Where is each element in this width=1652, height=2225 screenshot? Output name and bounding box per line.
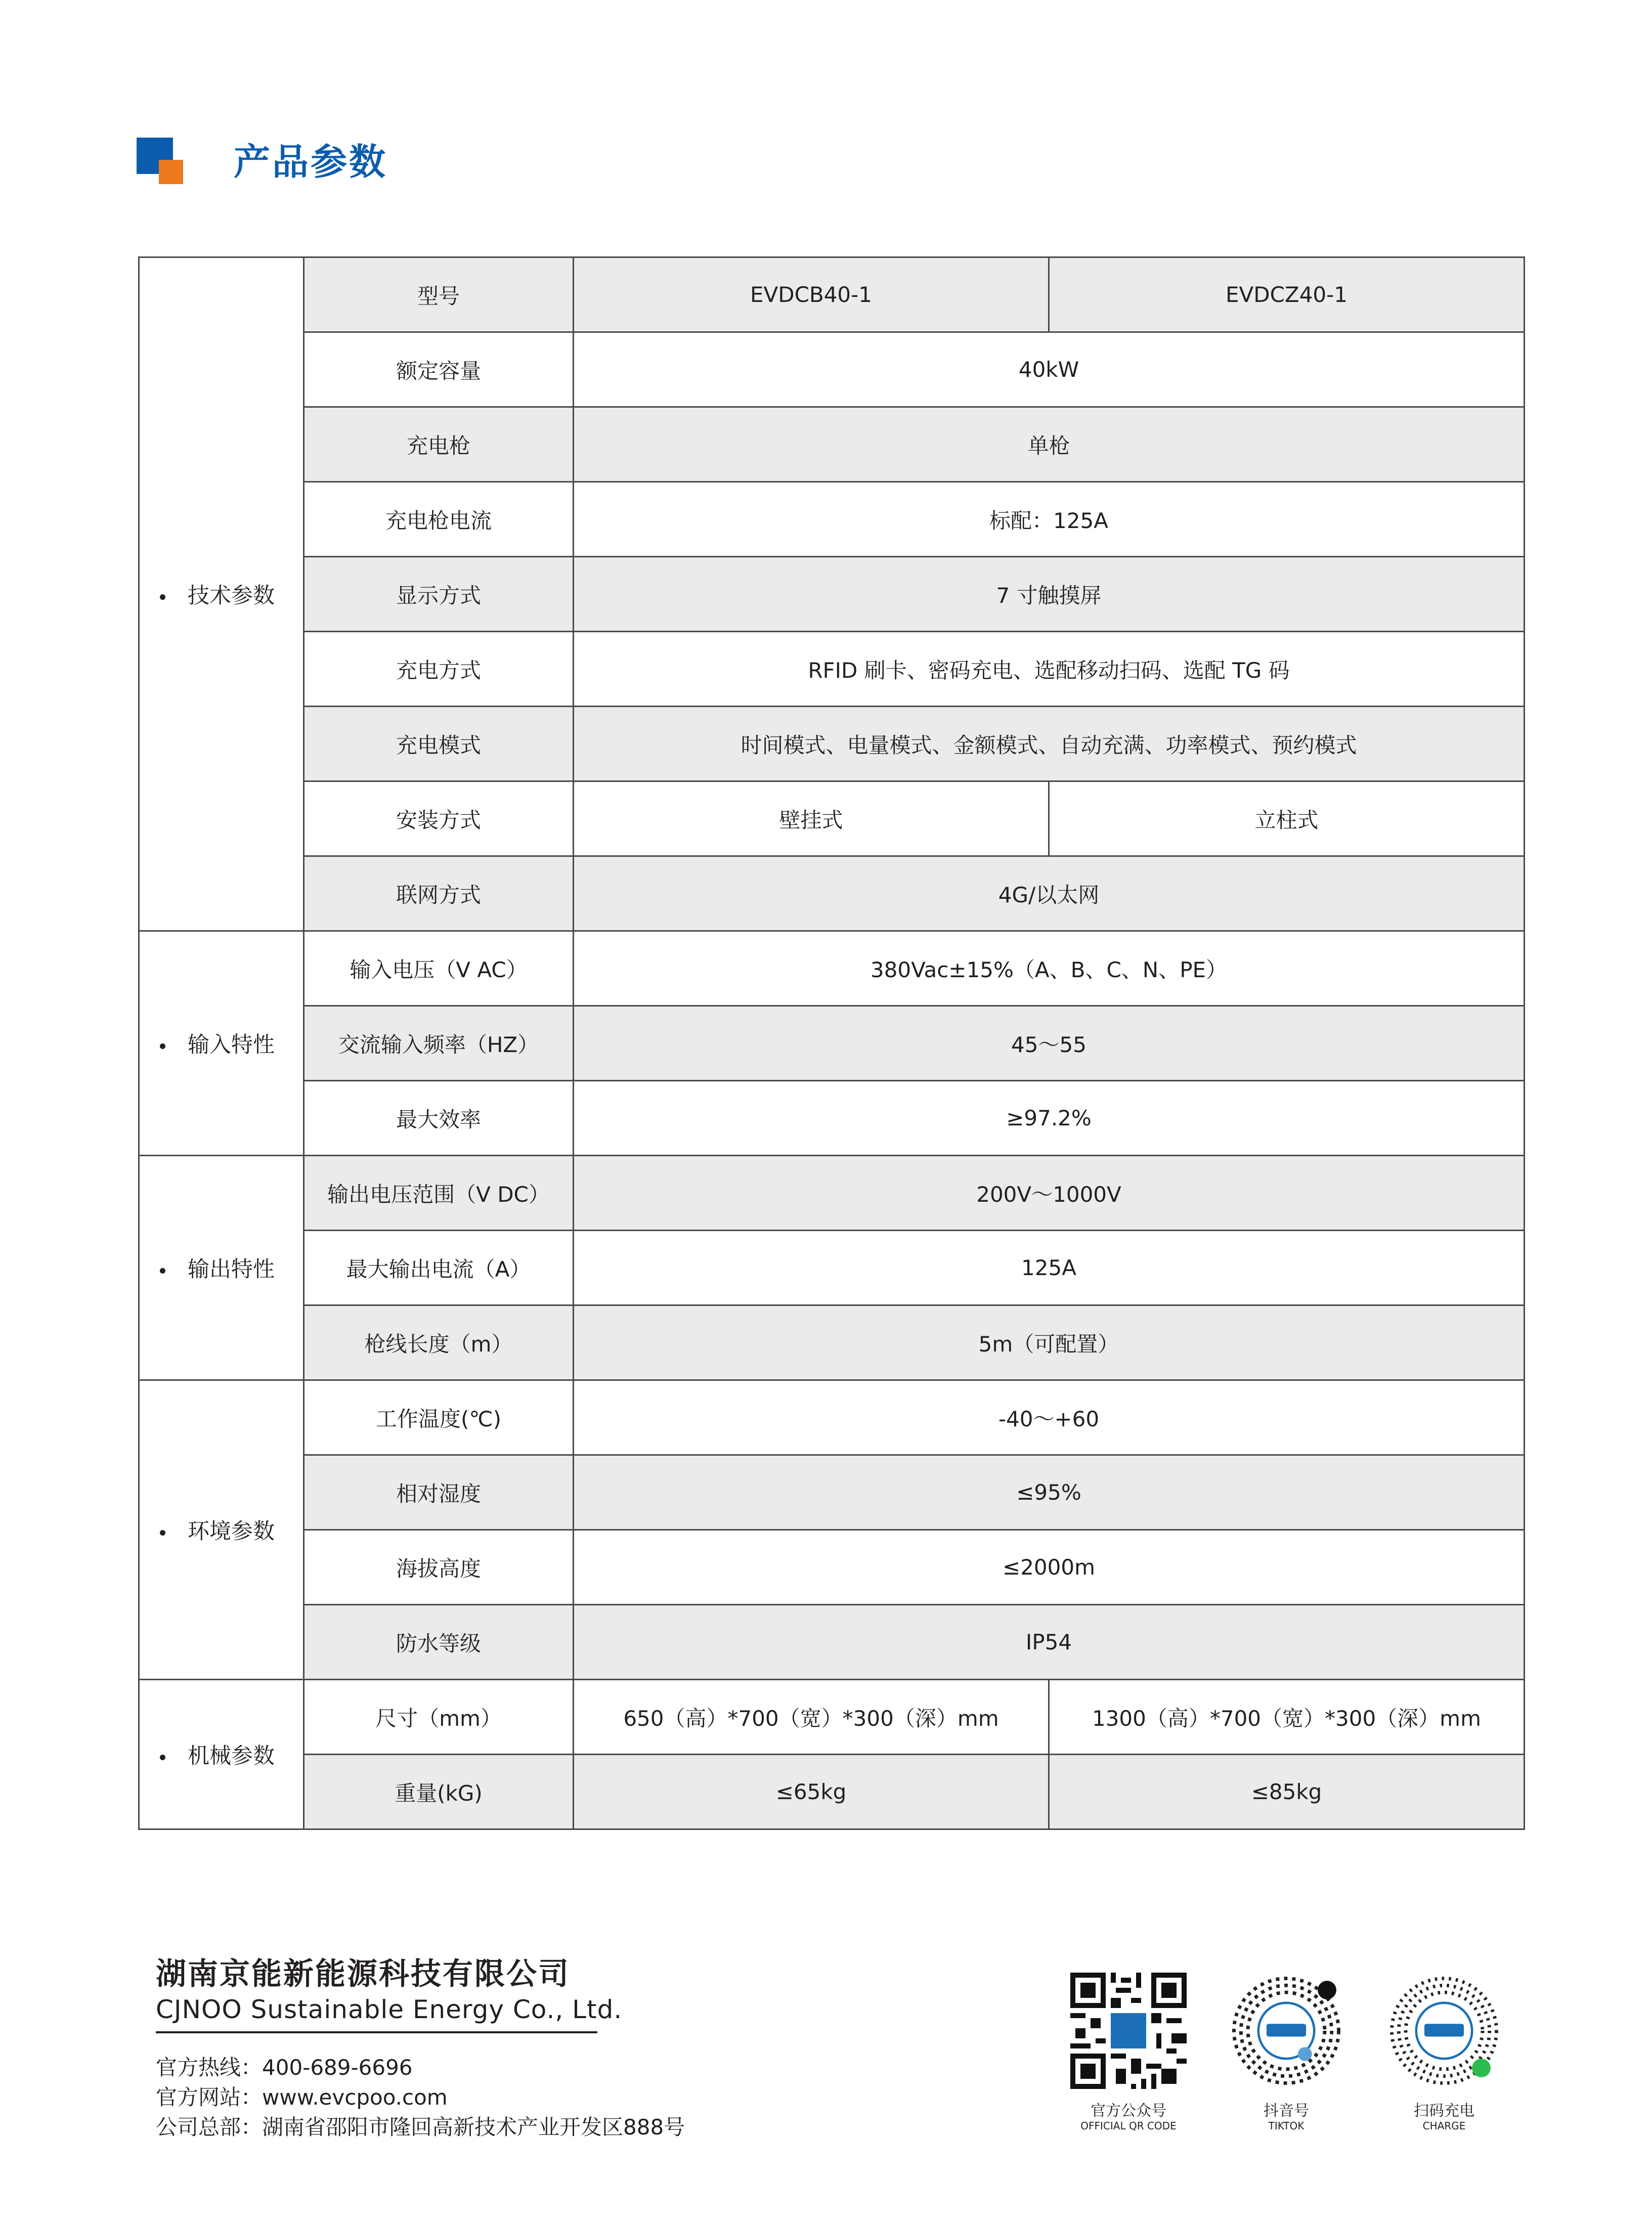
qr-caption-en: CHARGE: [1422, 2120, 1466, 2132]
wechat-qr-code-icon[interactable]: [1070, 1973, 1187, 2089]
row-label: 安装方式: [304, 781, 574, 856]
row-label: 充电模式: [304, 707, 574, 781]
table-row: [139, 931, 1525, 1006]
row-label: 输出电压范围（V DC）: [304, 1156, 574, 1231]
row-label: 枪线长度（m）: [304, 1305, 574, 1380]
row-value: 标配：125A: [574, 482, 1525, 557]
row-label: 工作温度(℃): [304, 1380, 574, 1455]
row-value: 1300（高）*700（宽）*300（深）mm: [1049, 1680, 1525, 1755]
group-cell-environment: [139, 1380, 304, 1680]
qr-caption-en: TIKTOK: [1268, 2120, 1305, 2132]
website-link[interactable]: 官方网站：www.evcpoo.com: [156, 2085, 448, 2110]
row-value: EVDCZ40-1: [1049, 257, 1525, 332]
group-cell-output: [139, 1156, 304, 1380]
table-row: [139, 1530, 1525, 1605]
row-value: 380Vac±15%（A、B、C、N、PE）: [574, 931, 1525, 1006]
table-row: [139, 1231, 1525, 1305]
section-logo-mark: [137, 138, 183, 184]
row-label: 输入电压（V AC）: [304, 931, 574, 1006]
qr-caption: 抖音号: [1264, 2102, 1309, 2120]
row-value: 200V～1000V: [574, 1156, 1525, 1231]
table-row: [139, 781, 1525, 856]
table-row: [139, 1455, 1525, 1530]
row-value: ≤85kg: [1049, 1755, 1525, 1829]
spec-table: [138, 256, 1525, 1830]
table-row: [139, 1680, 1525, 1755]
group-label: 环境参数: [188, 1519, 275, 1544]
row-label: 联网方式: [304, 856, 574, 931]
row-value: 壁挂式: [574, 781, 1049, 856]
page-title: 产品参数: [234, 141, 388, 183]
hotline-text: 官方热线：400-689-6696: [156, 2055, 413, 2080]
company-underline: [156, 2031, 597, 2033]
row-value: ≤95%: [574, 1455, 1525, 1530]
row-value: 125A: [574, 1231, 1525, 1305]
row-label: 重量(kG): [304, 1755, 574, 1829]
table-row: [139, 407, 1525, 482]
row-value: RFID 刷卡、密码充电、选配移动扫码、选配 TG 码: [574, 632, 1525, 707]
row-label: 充电枪电流: [304, 482, 574, 557]
row-label: 最大输出电流（A）: [304, 1231, 574, 1305]
row-label: 最大效率: [304, 1081, 574, 1156]
row-label: 充电枪: [304, 407, 574, 482]
group-label: 机械参数: [188, 1743, 275, 1769]
table-row: [139, 482, 1525, 557]
table-row: [139, 1006, 1525, 1081]
table-row: [139, 1380, 1525, 1455]
row-value: 7 寸触摸屏: [574, 557, 1525, 632]
table-row: [139, 257, 1525, 332]
row-label: 相对湿度: [304, 1455, 574, 1530]
group-cell-tech: [139, 257, 304, 931]
row-value: ≥97.2%: [574, 1081, 1525, 1156]
group-cell-input: [139, 931, 304, 1156]
row-label: 显示方式: [304, 557, 574, 632]
table-row: [139, 1156, 1525, 1231]
row-value: ≤2000m: [574, 1530, 1525, 1605]
row-label: 充电方式: [304, 632, 574, 707]
table-row: [139, 332, 1525, 407]
table-row: [139, 707, 1525, 781]
address-text: 公司总部：湖南省邵阳市隆回高新技术产业开发区888号: [156, 2115, 685, 2140]
table-row: [139, 557, 1525, 632]
row-value: 单枪: [574, 407, 1525, 482]
table-row: [139, 1605, 1525, 1680]
group-label: 技术参数: [188, 583, 275, 608]
row-value: 5m（可配置）: [574, 1305, 1525, 1380]
row-label: 额定容量: [304, 332, 574, 407]
tiktok-mini-program-code-icon[interactable]: [1228, 1973, 1344, 2089]
row-value: 立柱式: [1049, 781, 1525, 856]
group-label: 输出特性: [188, 1257, 275, 1282]
row-value: 4G/以太网: [574, 856, 1525, 931]
row-value: -40～+60: [574, 1380, 1525, 1455]
row-value: 40kW: [574, 332, 1525, 407]
table-row: [139, 856, 1525, 931]
table-row: [139, 632, 1525, 707]
qr-caption-en: OFFICIAL QR CODE: [1080, 2120, 1177, 2132]
row-label: 防水等级: [304, 1605, 574, 1680]
company-name-cn: 湖南京能新能源科技有限公司: [156, 1956, 570, 1992]
qr-caption: 官方公众号: [1091, 2102, 1166, 2120]
charge-mini-program-code-icon[interactable]: [1386, 1973, 1502, 2089]
row-label: 海拔高度: [304, 1530, 574, 1605]
row-label: 型号: [304, 257, 574, 332]
table-row: [139, 1755, 1525, 1829]
row-value: EVDCB40-1: [574, 257, 1049, 332]
group-label: 输入特性: [188, 1032, 275, 1058]
qr-caption: 扫码充电: [1414, 2102, 1474, 2120]
row-label: 交流输入频率（HZ）: [304, 1006, 574, 1081]
group-cell-mechanical: [139, 1680, 304, 1829]
table-row: [139, 1305, 1525, 1380]
row-value: ≤65kg: [574, 1755, 1049, 1829]
row-value: IP54: [574, 1605, 1525, 1680]
row-label: 尺寸（mm）: [304, 1680, 574, 1755]
row-value: 时间模式、电量模式、金额模式、自动充满、功率模式、预约模式: [574, 707, 1525, 781]
company-name-en: CJNOO Sustainable Energy Co., Ltd.: [156, 1995, 623, 2024]
table-row: [139, 1081, 1525, 1156]
row-value: 650（高）*700（宽）*300（深）mm: [574, 1680, 1049, 1755]
row-value: 45～55: [574, 1006, 1525, 1081]
